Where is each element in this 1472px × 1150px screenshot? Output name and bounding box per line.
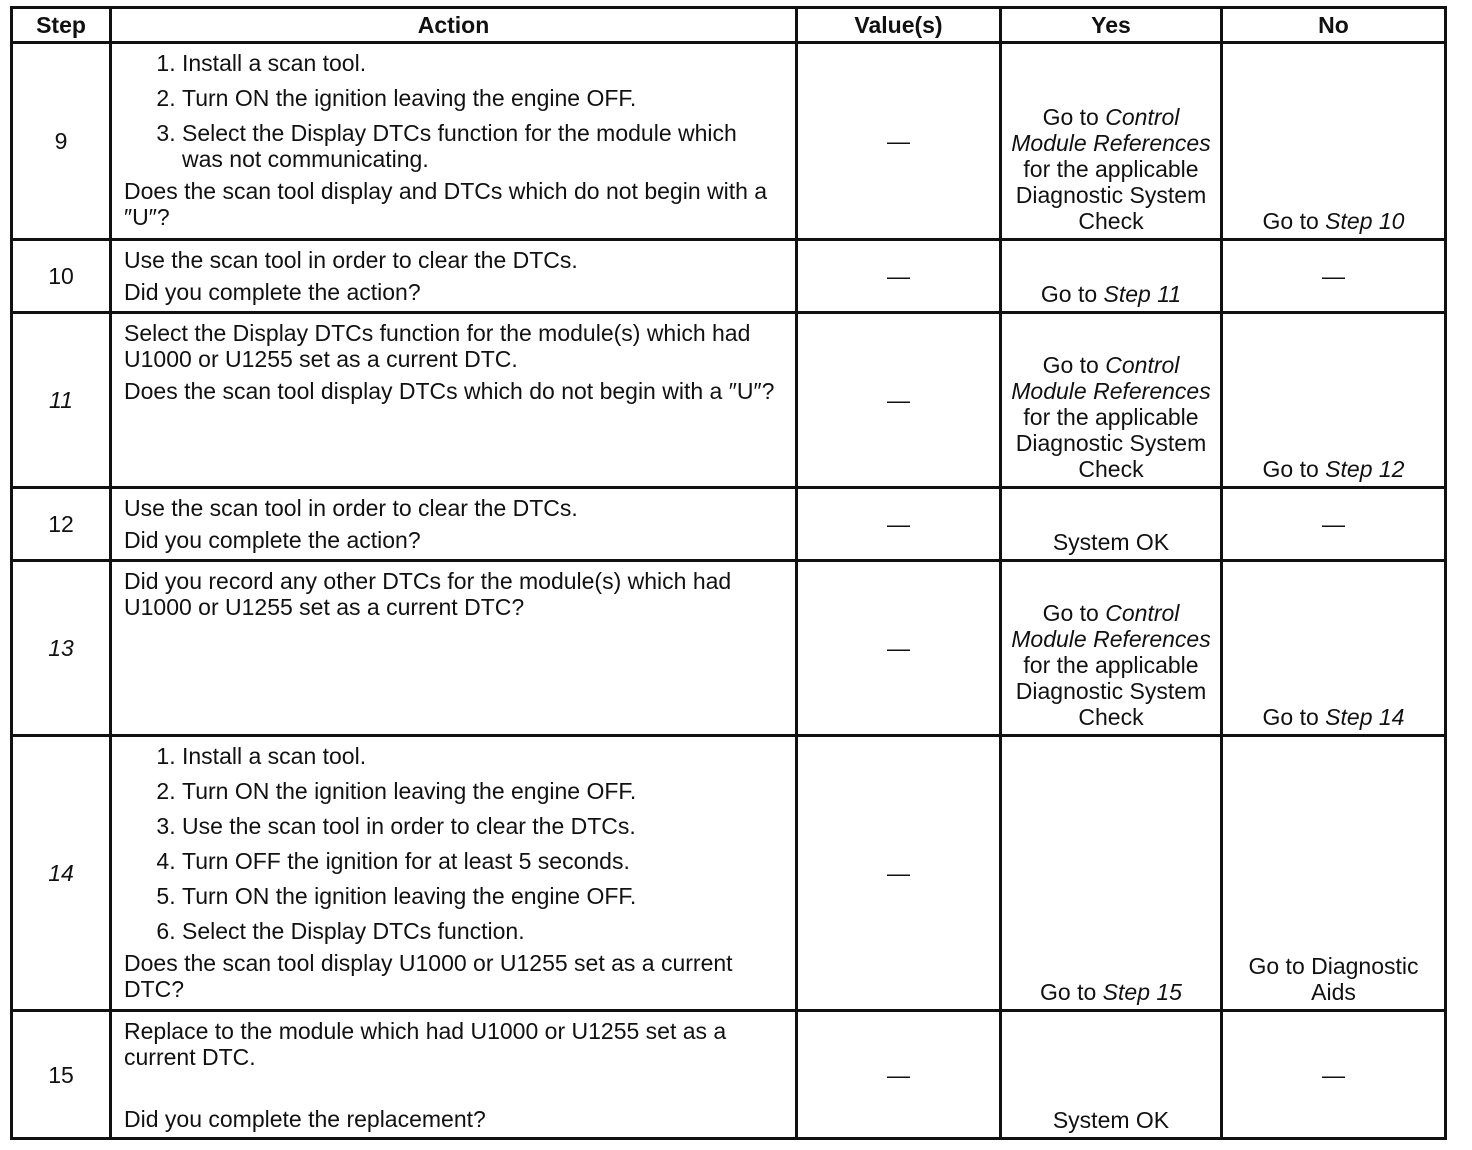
- value-cell: —: [797, 313, 1001, 488]
- action-cell: [111, 240, 797, 313]
- no-cell: —: [1222, 488, 1446, 561]
- header-yes: Yes: [1001, 8, 1222, 43]
- action-text: Select the Display DTCs function for the module(s) which had U1000 or U1255 set as a current DTC.: [124, 320, 751, 372]
- value-cell: —: [797, 561, 1001, 736]
- step-number: 13: [12, 561, 111, 736]
- table-row: [12, 1011, 1446, 1139]
- table-row: [12, 43, 1446, 240]
- value-cell: —: [797, 488, 1001, 561]
- list-item: 6. Select the Display DTCs function.: [182, 918, 783, 944]
- action-cell: [111, 488, 797, 561]
- yes-text: Go to: [1040, 281, 1104, 307]
- yes-cell: System OK: [1001, 488, 1222, 561]
- list-item: 1. Install a scan tool.: [182, 50, 783, 76]
- action-question: Did you complete the action?: [124, 279, 421, 305]
- value-cell: —: [797, 1011, 1001, 1139]
- action-cell: [111, 1011, 797, 1139]
- action-list: [124, 743, 783, 944]
- step-number: 11: [12, 313, 111, 488]
- yes-text: Go to: [1042, 104, 1106, 130]
- yes-cell: [1001, 736, 1222, 1011]
- step-number: 10: [12, 240, 111, 313]
- table-header-row: [12, 8, 1446, 43]
- yes-cell: [1001, 240, 1222, 313]
- yes-reference-link[interactable]: Control Module References: [1011, 104, 1211, 156]
- yes-text-suffix: for the applicable Diagnostic System Check: [1015, 652, 1207, 730]
- action-list: [124, 50, 783, 172]
- no-cell: [1222, 561, 1446, 736]
- yes-cell: [1001, 313, 1222, 488]
- table-row: [12, 561, 1446, 736]
- header-values: Value(s): [797, 8, 1001, 43]
- no-reference-link[interactable]: Step 12: [1325, 456, 1405, 482]
- yes-cell: [1001, 43, 1222, 240]
- table-row: [12, 736, 1446, 1011]
- action-text: Did you record any other DTCs for the module(s) which had U1000 or U1255 set as a current DTC?: [124, 568, 732, 620]
- action-cell: [111, 561, 797, 736]
- list-item: 1. Install a scan tool.: [182, 743, 783, 769]
- table-row: [12, 240, 1446, 313]
- no-cell: [1222, 313, 1446, 488]
- yes-reference-link[interactable]: Control Module References: [1011, 600, 1211, 652]
- list-item: 3. Select the Display DTCs function for the module which was not communicating.: [182, 120, 783, 172]
- value-cell: —: [797, 43, 1001, 240]
- no-text: Go to: [1262, 704, 1326, 730]
- list-item: 2. Turn ON the ignition leaving the engine OFF.: [182, 85, 783, 111]
- table-row: [12, 313, 1446, 488]
- list-item: 2. Turn ON the ignition leaving the engine OFF.: [182, 778, 783, 804]
- step-number: 12: [12, 488, 111, 561]
- no-cell: —: [1222, 1011, 1446, 1139]
- action-question: Does the scan tool display and DTCs which do not begin with a ″U″?: [124, 178, 768, 230]
- no-cell: —: [1222, 240, 1446, 313]
- list-item: 4. Turn OFF the ignition for at least 5 seconds.: [182, 848, 783, 874]
- no-reference-link[interactable]: Step 14: [1325, 704, 1405, 730]
- yes-text: Go to: [1042, 600, 1106, 626]
- value-cell: —: [797, 240, 1001, 313]
- step-number: 9: [12, 43, 111, 240]
- action-text: Use the scan tool in order to clear the DTCs.: [124, 495, 578, 521]
- yes-text-suffix: for the applicable Diagnostic System Check: [1015, 156, 1207, 234]
- no-text: Go to: [1262, 208, 1326, 234]
- action-question: Did you complete the replacement?: [124, 1106, 486, 1132]
- yes-cell: [1001, 561, 1222, 736]
- diagnostic-procedure-table: [10, 6, 1447, 1140]
- no-cell: Go to Diagnostic Aids: [1222, 736, 1446, 1011]
- yes-reference-link[interactable]: Step 11: [1103, 281, 1182, 307]
- no-text: Go to: [1262, 456, 1326, 482]
- action-cell: [111, 736, 797, 1011]
- action-text: Replace to the module which had U1000 or U1255 set as a current DTC.: [124, 1018, 727, 1070]
- yes-reference-link[interactable]: Control Module References: [1011, 352, 1211, 404]
- no-reference-link[interactable]: Step 10: [1325, 208, 1405, 234]
- action-question: Does the scan tool display U1000 or U1255 set as a current DTC?: [124, 950, 733, 1002]
- header-step: Step: [12, 8, 111, 43]
- yes-text: Go to: [1042, 352, 1106, 378]
- yes-text: Go to: [1040, 979, 1103, 1005]
- value-cell: —: [797, 736, 1001, 1011]
- yes-cell: System OK: [1001, 1011, 1222, 1139]
- step-number: 14: [12, 736, 111, 1011]
- action-cell: [111, 313, 797, 488]
- table-row: [12, 488, 1446, 561]
- list-item: 5. Turn ON the ignition leaving the engine OFF.: [182, 883, 783, 909]
- action-text: Use the scan tool in order to clear the DTCs.: [124, 247, 578, 273]
- yes-reference-link[interactable]: Step 15: [1102, 979, 1182, 1005]
- no-cell: [1222, 43, 1446, 240]
- step-number: 15: [12, 1011, 111, 1139]
- action-question: Did you complete the action?: [124, 527, 421, 553]
- action-question: Does the scan tool display DTCs which do not begin with a ″U″?: [124, 378, 775, 404]
- header-no: No: [1222, 8, 1446, 43]
- list-item: 3. Use the scan tool in order to clear the DTCs.: [182, 813, 783, 839]
- header-action: Action: [111, 8, 797, 43]
- action-cell: [111, 43, 797, 240]
- yes-text-suffix: for the applicable Diagnostic System Check: [1015, 404, 1207, 482]
